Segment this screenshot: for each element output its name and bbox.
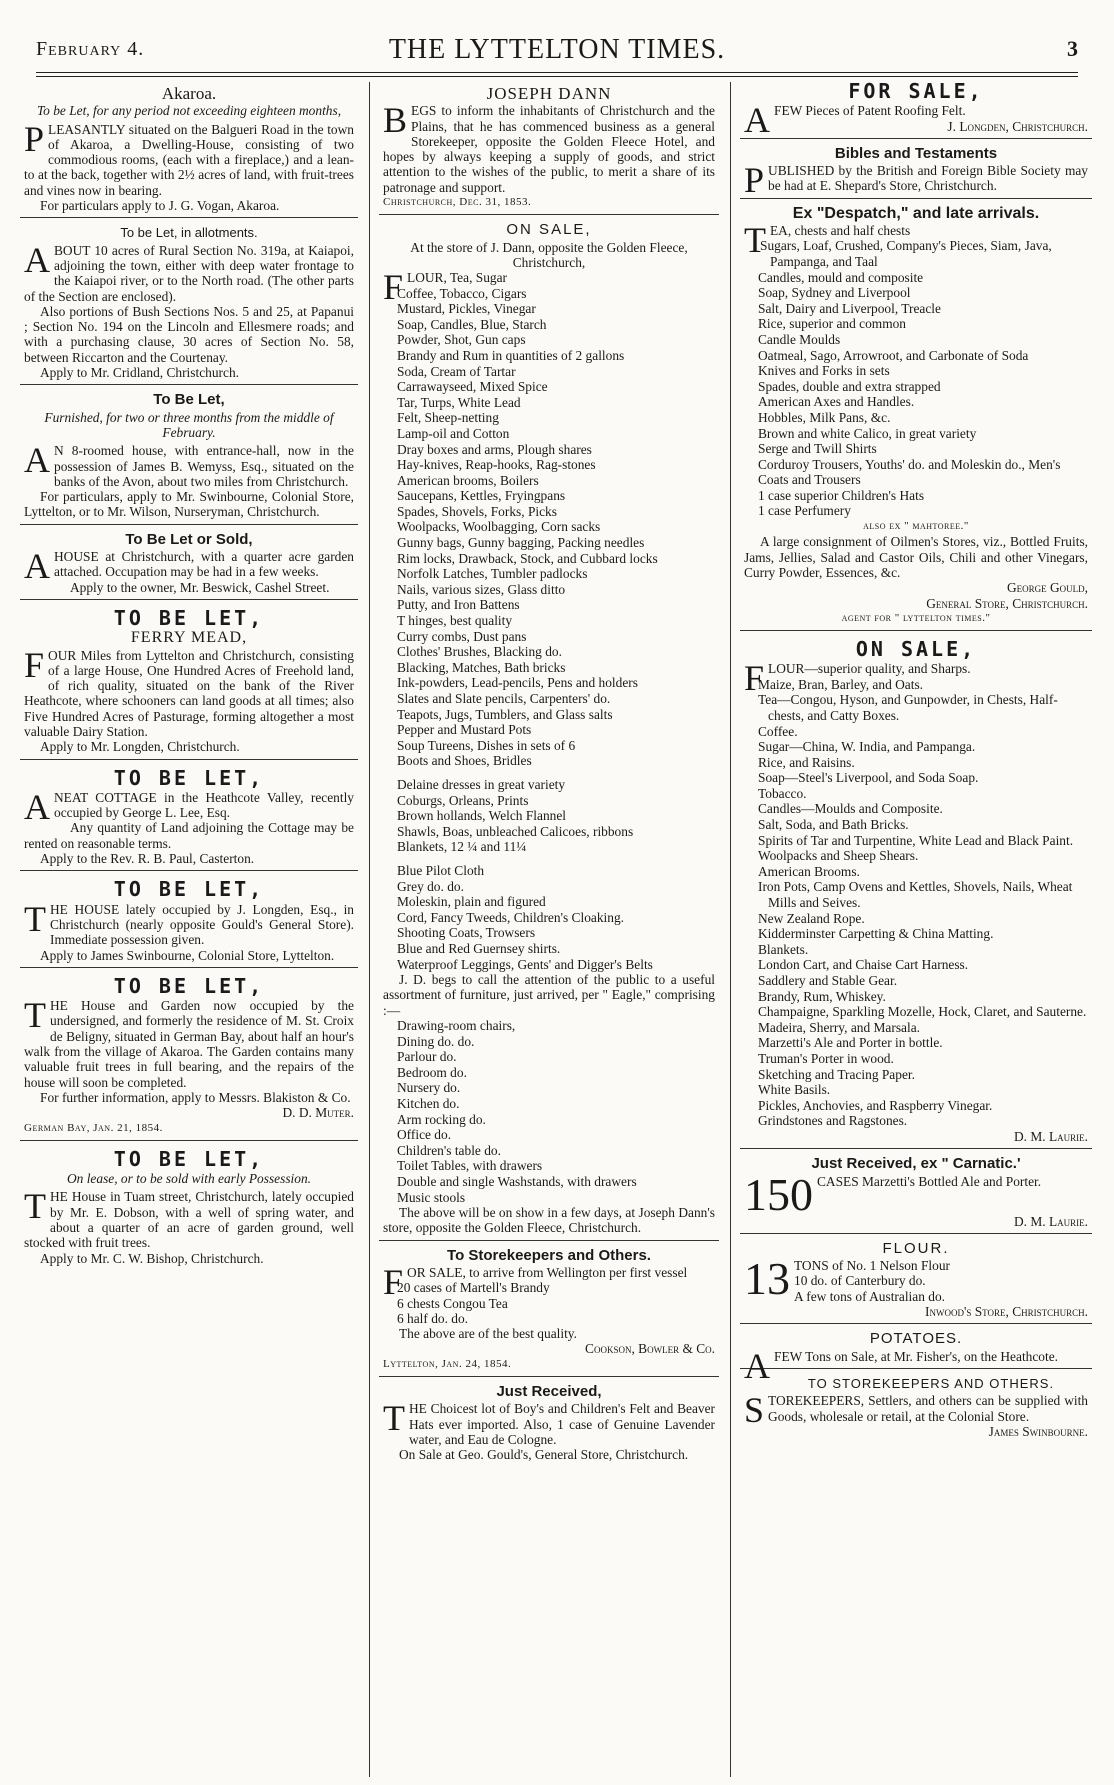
ad-heading: FOR SALE, <box>848 82 984 103</box>
list-item: Rice, superior and common <box>758 316 907 332</box>
ad-body: N 8-roomed house, with entrance-hall, now in the possession of James B. Wemyss, Esq., situated on the banks of the Avon, about two miles from Christchurch. <box>54 443 354 489</box>
big-number: 150 <box>744 1168 813 1220</box>
ad-heading: TO BE LET, <box>113 765 265 790</box>
list-item: Spades, Shovels, Forks, Picks <box>397 503 557 519</box>
drop-cap: T <box>24 898 46 939</box>
ad-body: HE Choicest lot of Boy's and Children's Felt and Beaver Hats ever imported. Also, 1 case of Genuine Lavender water, and Eau de Cologne. <box>409 1401 715 1447</box>
list-item: Candles—Moulds and Composite. <box>758 801 943 817</box>
ad-signature: D. D. Muter. <box>282 1105 354 1121</box>
ad-on-sale-laurie <box>740 634 1092 1149</box>
ad-despatch <box>740 202 1092 631</box>
ad-heading: To be Let, in allotments. <box>120 225 258 241</box>
list-item: Slates and Slate pencils, Carpenters' do. <box>397 691 611 706</box>
list-item: Ink-powders, Lead-pencils, Pens and holders <box>397 675 638 691</box>
list-item: Brandy, Rum, Whiskey. <box>758 988 886 1004</box>
list-item: Drawing-room chairs, <box>397 1017 516 1033</box>
ad-apply: Apply to Mr. C. W. Bishop, Christchurch. <box>40 1250 264 1266</box>
list-item: New Zealand Rope. <box>758 910 865 926</box>
list-item: Grey do. do. <box>397 878 464 894</box>
page-number: 3 <box>1067 36 1078 61</box>
drop-cap: A <box>24 440 50 481</box>
ad-signature: George Gould, <box>1006 580 1088 596</box>
list-item: Knives and Forks in sets <box>758 363 890 379</box>
drop-cap: A <box>744 100 770 141</box>
list-item: Pickles, Anchovies, and Raspberry Vinegar. <box>758 1097 993 1113</box>
ad-storekeepers-cookson <box>379 1244 719 1377</box>
drop-cap: T <box>24 1186 46 1227</box>
list-item: Tea—Congou, Hyson, and Gunpowder, in Chests, Half-chests, and Catty Boxes. <box>758 692 1058 723</box>
list-item: Blacking, Matches, Bath bricks <box>397 659 566 675</box>
list-item: Maize, Bran, Barley, and Oats. <box>758 676 924 692</box>
ad-signature: J. Longden, Christchurch. <box>947 118 1088 134</box>
list-item: Salt, Dairy and Liverpool, Treacle <box>758 300 941 316</box>
list-item: Children's table do. <box>397 1142 501 1158</box>
list-first-item: LOUR, Tea, Sugar <box>407 270 508 286</box>
list-item: Serge and Twill Shirts <box>758 441 877 457</box>
ad-agent: agent for " lyttelton times." <box>841 611 991 624</box>
list-item: Delaine dresses in great variety <box>397 776 566 792</box>
drop-cap: F <box>383 267 404 308</box>
ad-body: HE HOUSE lately occupied by J. Longden, Esq., in Christchurch (nearly opposite Gould's General Store). Immediate possession given. <box>50 901 354 948</box>
ad-heading: Just Received, <box>496 1383 602 1401</box>
ad-subheading: FERRY MEAD, <box>130 629 248 647</box>
ad-dateline: Christchurch, Dec. 31, 1853. <box>383 196 532 209</box>
drop-cap: A <box>24 239 50 280</box>
drapery-list <box>383 777 715 855</box>
ad-signature: D. M. Laurie. <box>1014 1213 1088 1229</box>
list-item: Soda, Cream of Tartar <box>397 363 516 379</box>
ad-heading: To Storekeepers and Others. <box>447 1246 651 1264</box>
ad-body: FEW Pieces of Patent Roofing Felt. <box>774 103 966 119</box>
list-item: Dray boxes and arms, Plough shares <box>397 441 592 457</box>
ad-heading: ON SALE, <box>855 637 977 662</box>
list-item: Pepper and Mustard Pots <box>397 722 532 738</box>
masthead-rule <box>36 76 1078 77</box>
list-item: Saucepans, Kettles, Fryingpans <box>397 488 566 504</box>
list-item: American Axes and Handles. <box>758 394 915 410</box>
ad-apply: Apply to Mr. Longden, Christchurch. <box>40 739 240 755</box>
list-item: London Cart, and Chaise Cart Harness. <box>758 957 969 973</box>
list-item: Coffee. <box>758 723 798 739</box>
ad-just-received-hats <box>379 1380 719 1466</box>
list-first-item: LOUR—superior quality, and Sharps. <box>768 661 971 677</box>
list-item: Brown hollands, Welch Flannel <box>397 808 567 824</box>
list-item: Rim locks, Drawback, Stock, and Cubbard locks <box>397 550 658 566</box>
ad-the-house <box>20 874 358 967</box>
list-item: Double and single Washstands, with drawers <box>397 1173 637 1189</box>
laurie-goods-list <box>744 677 1088 1129</box>
list-first-item: EA, chests and half chests <box>770 223 911 239</box>
list-item: Teapots, Jugs, Tumblers, and Glass salts <box>397 706 613 722</box>
column-divider <box>369 82 370 1777</box>
list-item: Champaigne, Sparkling Mozelle, Hock, Claret, and Sauterne. <box>758 1004 1087 1020</box>
drop-cap: A <box>744 1345 770 1386</box>
list-item: Corduroy Trousers, Youths' do. and Moleskin do., Men's <box>758 456 1061 472</box>
ad-outro: The above will be on show in a few days, at Joseph Dann's store, opposite the Golden Fleece, Christchurch. <box>383 1205 715 1236</box>
drop-cap: F <box>24 644 45 685</box>
drop-cap: A <box>24 786 50 827</box>
ad-heading: POTATOES. <box>869 1330 963 1348</box>
ad-roofing-felt <box>740 82 1092 139</box>
list-item: White Basils. <box>758 1082 831 1098</box>
ad-apply: Apply to James Swinbourne, Colonial Store, Lyttelton. <box>40 947 335 963</box>
list-item: Powder, Shot, Gun caps <box>397 332 526 348</box>
list-item: Curry combs, Dust pans <box>397 628 527 644</box>
list-item: Blue and Red Guernsey shirts. <box>397 940 561 956</box>
list-item: T hinges, best quality <box>397 613 513 629</box>
ad-body: HOUSE at Christchurch, with a quarter acre garden attached. Occupation may be had in a few weeks. <box>54 549 354 580</box>
list-item: Shawls, Boas, unbleached Calicoes, ribbons <box>397 823 634 839</box>
ad-body-2: Any quantity of Land adjoining the Cottage may be rented on reasonable terms. <box>24 820 354 851</box>
drop-cap: T <box>24 995 46 1036</box>
list-item: Moleskin, plain and figured <box>397 894 546 910</box>
ad-allotments <box>20 221 358 385</box>
list-item: American brooms, Boilers <box>397 472 539 488</box>
ad-signature-2: General Store, Christchurch. <box>926 595 1088 611</box>
list-item: Office do. <box>397 1127 452 1143</box>
list-item: Clothes' Brushes, Blacking do. <box>397 644 562 660</box>
clothing-list <box>383 863 715 972</box>
ad-apply: Apply to Mr. Cridland, Christchurch. <box>40 365 239 381</box>
list-item: Grindstones and Ragstones. <box>758 1113 908 1129</box>
ad-signature: Cookson, Bowler & Co. <box>585 1341 715 1357</box>
list-item: Felt, Sheep-netting <box>397 410 499 426</box>
ad-heading: Akaroa. <box>161 84 217 103</box>
column-divider <box>730 82 731 1777</box>
ad-body-2: On Sale at Geo. Gould's, General Store, Christchurch. <box>399 1447 689 1463</box>
column-2 <box>379 82 719 1777</box>
list-item: 6 chests Congou Tea <box>397 1295 508 1311</box>
list-item: 1 case superior Children's Hats <box>758 487 925 503</box>
ad-body-3: A few tons of Australian do. <box>794 1288 945 1304</box>
list-item: Coats and Trousers <box>758 472 861 488</box>
list-item: Shooting Coats, Trowsers <box>397 925 536 941</box>
ad-cottage <box>20 763 358 872</box>
list-item: Tar, Turps, White Lead <box>397 394 521 410</box>
drop-cap: P <box>24 118 45 159</box>
list-item: Blue Pilot Cloth <box>397 862 485 878</box>
list-item: Sketching and Tracing Paper. <box>758 1066 915 1082</box>
list-item: Kitchen do. <box>397 1095 460 1111</box>
ad-heading: Just Received, ex " Carnatic.' <box>811 1155 1021 1173</box>
list-item: Marzetti's Ale and Porter in bottle. <box>758 1035 943 1051</box>
drop-cap: F <box>744 658 765 699</box>
list-item: American Brooms. <box>758 863 860 879</box>
list-item: Soap—Steel's Liverpool, and Soda Soap. <box>758 770 979 786</box>
big-number: 13 <box>744 1253 790 1305</box>
ad-body-2: For further information, apply to Messrs. Blakiston & Co. <box>40 1089 351 1105</box>
drop-cap: F <box>383 1262 404 1302</box>
list-item: Candle Moulds <box>758 331 841 347</box>
masthead <box>36 34 1078 73</box>
list-item: Blankets, 12 ¼ and 11¼ <box>397 839 527 855</box>
list-item: Soup Tureens, Dishes in sets of 6 <box>397 737 576 753</box>
goods-list <box>383 286 715 769</box>
list-item: Truman's Porter in wood. <box>758 1050 894 1066</box>
ad-oilmen: A large consignment of Oilmen's Stores, viz., Bottled Fruits, Jams, Jellies, Salad and Castor Oils, Chili and other Vinegars, Curry Powder, Essences, &c. <box>744 534 1088 580</box>
drop-cap: B <box>383 100 408 141</box>
ad-heading: Ex "Despatch," and late arrivals. <box>792 204 1040 222</box>
furniture-intro: J. D. begs to call the attention of the public to a useful assortment of furniture, just arrived, per " Eagle," comprising :— <box>383 972 715 1018</box>
ad-heading: To Be Let, <box>153 391 225 409</box>
newspaper-title: THE LYTTELTON TIMES. <box>388 34 726 65</box>
ad-heading: TO STOREKEEPERS AND OTHERS. <box>807 1375 1055 1391</box>
ad-body-2: 10 do. of Canterbury do. <box>794 1273 926 1289</box>
brandy-list <box>383 1280 715 1326</box>
column-1 <box>20 82 358 1777</box>
list-item: Soap, Sydney and Liverpool <box>758 285 911 301</box>
list-item: Candles, mould and composite <box>758 269 924 285</box>
list-item: Cord, Fancy Tweeds, Children's Cloaking. <box>397 909 624 925</box>
ad-dateline: German Bay, Jan. 21, 1854. <box>24 1121 163 1134</box>
list-item: Mustard, Pickles, Vinegar <box>397 301 536 317</box>
ad-let-or-sold <box>20 528 358 600</box>
ad-body: TOREKEEPERS, Settlers, and others can be supplied with Goods, wholesale or retail, at the Colonial Store. <box>768 1393 1088 1424</box>
ad-body: OUR Miles from Lyttelton and Christchurch, consisting of a large House, One Hundred Acres of Freehold land, of rich quality, situated on the bank of the River Heathcote, where schooners can land goods at all times; also Five Hundred Acres of Pasturage, forming altogether a most valuable Dairy Station. <box>24 647 354 739</box>
list-item: Dining do. do. <box>397 1033 475 1049</box>
ad-heading: Bibles and Testaments <box>834 144 998 162</box>
ad-apply: Apply to the owner, Mr. Beswick, Cashel Street. <box>70 579 330 595</box>
list-item: Coffee, Tobacco, Cigars <box>397 285 527 301</box>
ad-subheading: To be Let, for any period not exceeding eighteen months, <box>36 103 342 119</box>
drop-cap: A <box>24 546 50 587</box>
ad-heading: ON SALE, <box>506 221 592 239</box>
ad-joseph-dann <box>379 82 719 215</box>
list-item: Brown and white Calico, in great variety <box>758 425 977 441</box>
list-item: Toilet Tables, with drawers <box>397 1158 543 1174</box>
ad-bibles <box>740 142 1092 199</box>
list-item: Sugars, Loaf, Crushed, Company's Pieces, Siam, Java, Pampanga, and Taal <box>760 238 1052 269</box>
ad-body: HE House in Tuam street, Christchurch, lately occupied by Mr. E. Dobson, with a well of spring water, and about a quarter of an acre of garden ground, well stocked with fruit trees. <box>24 1189 354 1251</box>
list-item: 6 half do. do. <box>397 1310 469 1326</box>
list-item: Spades, double and extra strapped <box>758 378 941 394</box>
ad-german-bay <box>20 971 358 1141</box>
list-item: Putty, and Iron Battens <box>397 597 520 613</box>
list-item: Woolpacks, Woolbagging, Corn sacks <box>397 519 601 535</box>
ad-subheading: Furnished, for two or three months from the middle of February. <box>44 409 334 440</box>
ad-apply: For particulars, apply to Mr. Swinbourne, Colonial Store, Lyttelton, or to Mr. Wilson, Nurseryman, Christchurch. <box>24 489 354 520</box>
ad-heading: TO BE LET, <box>113 877 265 902</box>
list-item: Carrawayseed, Mixed Spice <box>397 379 548 395</box>
list-item: Coburgs, Orleans, Prints <box>397 792 529 808</box>
list-item: Iron Pots, Camp Ovens and Kettles, Shovels, Nails, Wheat Mills and Seives. <box>758 879 1073 911</box>
list-item: Sugar—China, W. India, and Pampanga. <box>758 739 976 755</box>
ad-ferry-mead <box>20 603 358 760</box>
ad-signature: James Swinbourne. <box>988 1423 1088 1439</box>
ad-body: FEW Tons on Sale, at Mr. Fisher's, on the Heathcote. <box>774 1348 1059 1364</box>
ad-heading: TO BE LET, <box>113 605 265 630</box>
list-item: Madeira, Sherry, and Marsala. <box>758 1019 920 1035</box>
ad-dateline: Lyttelton, Jan. 24, 1854. <box>383 1357 512 1370</box>
ad-signature: D. M. Laurie. <box>1014 1128 1088 1144</box>
drop-cap: T <box>383 1398 405 1439</box>
ad-heading: TO BE LET, <box>113 1146 265 1171</box>
ad-apply: For particulars apply to J. G. Vogan, Akaroa. <box>40 198 280 214</box>
list-item: Blankets. <box>758 941 809 957</box>
list-item: Arm rocking do. <box>397 1111 486 1127</box>
drop-cap: T <box>744 220 766 261</box>
ad-body: LEASANTLY situated on the Balgueri Road in the town of Akaroa, a Dwelling-House, consisting of two commodious rooms, (each with a fireplace,) and a lean-to at the back, together with 2½ acres of land, with fruit-trees and vines now in bearing. <box>24 121 354 198</box>
issue-date: February 4. <box>36 38 145 60</box>
ad-body: UBLISHED by the British and Foreign Bible Society may be had at E. Shepard's Store, Christchurch. <box>768 163 1088 194</box>
list-item: Nails, various sizes, Glass ditto <box>397 581 566 597</box>
list-item: Norfolk Latches, Tumbler padlocks <box>397 566 588 582</box>
list-item: Oatmeal, Sago, Arrowroot, and Carbonate of Soda <box>758 347 1029 363</box>
ad-tuam-street <box>20 1144 358 1270</box>
list-item: Music stools <box>397 1189 466 1205</box>
list-item: Kidderminster Carpetting & China Matting. <box>758 926 994 942</box>
ad-apply: Apply to the Rev. R. B. Paul, Casterton. <box>40 851 255 867</box>
ad-quality: The above are of the best quality. <box>399 1326 577 1342</box>
furniture-list <box>383 1018 715 1205</box>
drop-cap: P <box>744 160 765 201</box>
list-item: Spirits of Tar and Turpentine, White Lead and Black Paint. <box>758 832 1074 848</box>
list-item: Salt, Soda, and Bath Bricks. <box>758 817 909 833</box>
ad-body-2: Also portions of Bush Sections Nos. 5 and 25, at Papanui ; Section No. 194 on the Lincoln and Ellesmere roads; and with a purchasing clause, 30 acres of Section No. 58, between Riccarton and the Courtenay. <box>24 303 354 365</box>
ad-akaroa <box>20 82 358 218</box>
ad-on-sale-dann <box>379 218 719 1240</box>
ad-body: NEAT COTTAGE in the Heathcote Valley, recently occupied by George L. Lee, Esq. <box>54 789 354 821</box>
list-item: 20 cases of Martell's Brandy <box>397 1280 550 1296</box>
list-item: Bedroom do. <box>397 1064 467 1080</box>
ad-colonial-store <box>740 1372 1092 1443</box>
column-3 <box>740 82 1092 1777</box>
ad-subheading: On lease, or to be sold with early Possession. <box>67 1171 311 1187</box>
list-item: Hobbles, Milk Pans, &c. <box>758 409 891 425</box>
list-item: Gunny bags, Gunny bagging, Packing needles <box>397 535 645 551</box>
list-item: Soap, Candles, Blue, Starch <box>397 316 547 332</box>
ad-also: also ex " mahtoree." <box>863 520 969 533</box>
list-item: Saddlery and Stable Gear. <box>758 973 898 989</box>
ad-heading: TO BE LET, <box>113 973 265 998</box>
list-item: Woolpacks and Sheep Shears. <box>758 848 919 864</box>
list-item: 1 case Perfumery <box>758 503 851 519</box>
ad-signature: Inwood's Store, Christchurch. <box>925 1304 1088 1320</box>
ad-intro: At the store of J. Dann, opposite the Golden Fleece, Christchurch, <box>410 239 688 270</box>
list-item: Lamp-oil and Cotton <box>397 425 510 441</box>
despatch-goods-list <box>744 238 1088 519</box>
ad-heading: To Be Let or Sold, <box>125 530 253 548</box>
list-item: Waterproof Leggings, Gents' and Digger's Belts <box>397 956 653 972</box>
ad-body: CASES Marzetti's Bottled Ale and Porter. <box>817 1173 1042 1189</box>
list-item: Boots and Shoes, Bridles <box>397 753 532 769</box>
ad-heading: FLOUR. <box>882 1239 950 1257</box>
ad-heading: JOSEPH DANN <box>486 84 612 103</box>
list-item: Brandy and Rum in quantities of 2 gallons <box>397 347 625 363</box>
list-item: Hay-knives, Reap-hooks, Rag-stones <box>397 457 596 473</box>
list-item: Parlour do. <box>397 1049 457 1065</box>
ad-flour <box>740 1237 1092 1324</box>
list-item: Nursery do. <box>397 1080 461 1096</box>
ad-carnatic <box>740 1152 1092 1234</box>
list-item: Tobacco. <box>758 785 807 801</box>
list-item: Rice, and Raisins. <box>758 754 855 770</box>
ad-body: OR SALE, to arrive from Wellington per first vessel <box>407 1265 688 1280</box>
ad-body: BOUT 10 acres of Rural Section No. 319a, at Kaiapoi, adjoining the town, either with deep water frontage to the Kaiapoi river, or to the North road. (The other parts of the Section are enclosed). <box>24 242 354 304</box>
drop-cap: S <box>744 1390 765 1431</box>
ad-body: EGS to inform the inhabitants of Christchurch and the Plains, that he has commenced business as a general Storekeeper, opposite the Golden Fleece Hotel, and hopes by always keeping a supply of goods, and strict attention to the wishes of the public, to merit a share of its patronage and support. <box>383 103 715 195</box>
ad-body: TONS of No. 1 Nelson Flour <box>794 1258 950 1274</box>
ad-furnished <box>20 388 358 524</box>
ad-body: HE House and Garden now occupied by the undersigned, and formerly the residence of M. St. Croix de Beligny, situated in German Bay, about half an hour's walk from the village of Akaroa. The Garden contains many valuable fruit trees in full bearing, and the repairs of the house will soon be completed. <box>24 998 354 1090</box>
